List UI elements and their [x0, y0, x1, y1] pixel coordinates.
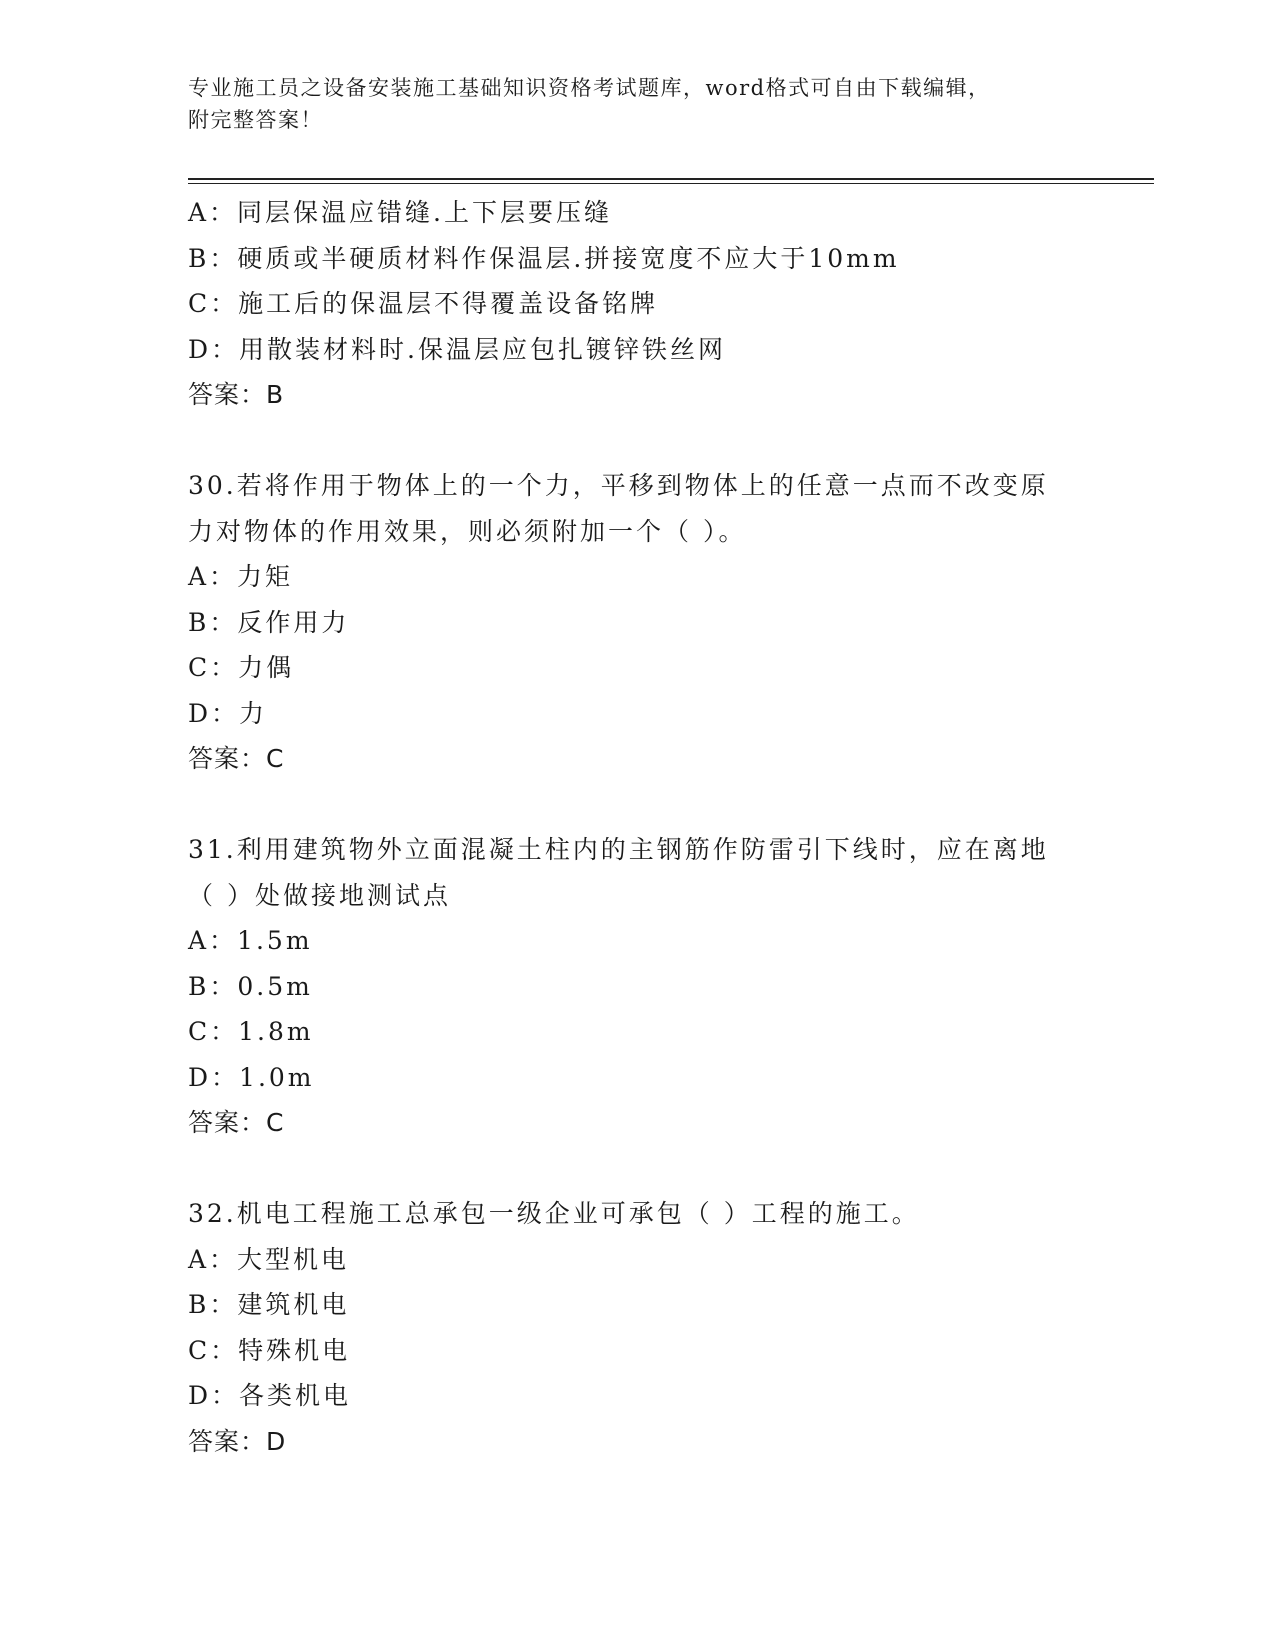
question-29-block	[188, 190, 1088, 418]
option-b: B：0.5m	[188, 971, 313, 1001]
option-a: A：1.5m	[188, 926, 313, 955]
option-c: C：施工后的保温层不得覆盖设备铭牌	[188, 289, 659, 318]
option-a: A：同层保温应错缝.上下层要压缝	[188, 198, 613, 227]
option-d: D：1.0m	[188, 1062, 315, 1092]
question-text	[188, 827, 1068, 918]
question-text-line-1: 30.若将作用于物体上的一个力，平移到物体上的任意一点而不改变原	[188, 471, 1049, 500]
question-31-block	[188, 827, 1088, 1146]
option-b: B：反作用力	[188, 607, 350, 637]
option-d: D：各类机电	[188, 1381, 352, 1410]
spacer	[188, 1146, 1088, 1192]
header-line-1: 专业施工员之设备安装施工基础知识资格考试题库，word格式可自由下载编辑，	[188, 76, 991, 100]
spacer	[188, 782, 1088, 828]
option-d: D：力	[188, 698, 268, 728]
option-b: B：建筑机电	[188, 1290, 350, 1319]
question-32-block	[188, 1191, 1088, 1464]
option-a: A：大型机电	[188, 1244, 350, 1274]
option-c: C：特殊机电	[188, 1335, 351, 1365]
option-c: C：1.8m	[188, 1017, 314, 1046]
question-text-line-1: 31.利用建筑物外立面混凝土柱内的主钢筋作防雷引下线时，应在离地	[188, 835, 1049, 864]
option-c: C：力偶	[188, 653, 295, 682]
answer-line: 答案：C	[188, 744, 285, 773]
question-30-block	[188, 463, 1088, 782]
answer-line: 答案：B	[188, 380, 285, 409]
question-text-line-2: 力对物体的作用效果，则必须附加一个（ ）。	[188, 516, 747, 546]
question-text	[188, 1191, 1068, 1237]
question-text-line-2: （ ）处做接地测试点	[188, 880, 451, 910]
question-text-line-1: 32.机电工程施工总承包一级企业可承包（ ）工程的施工。	[188, 1199, 920, 1228]
answer-line: 答案：D	[188, 1426, 287, 1456]
option-d: D：用散装材料时.保温层应包扎镀锌铁丝网	[188, 334, 726, 364]
answer-line: 答案：C	[188, 1108, 285, 1137]
spacer	[188, 418, 1088, 464]
option-b: B：硬质或半硬质材料作保温层.拼接宽度不应大于10mm	[188, 243, 900, 273]
header-divider-thin	[188, 183, 1154, 184]
header-line-2: 附完整答案！	[188, 108, 323, 132]
question-text	[188, 463, 1068, 554]
option-a: A：力矩	[188, 562, 294, 591]
question-list	[188, 190, 1088, 1464]
document-header	[188, 72, 1088, 136]
header-divider-thick	[188, 178, 1154, 180]
